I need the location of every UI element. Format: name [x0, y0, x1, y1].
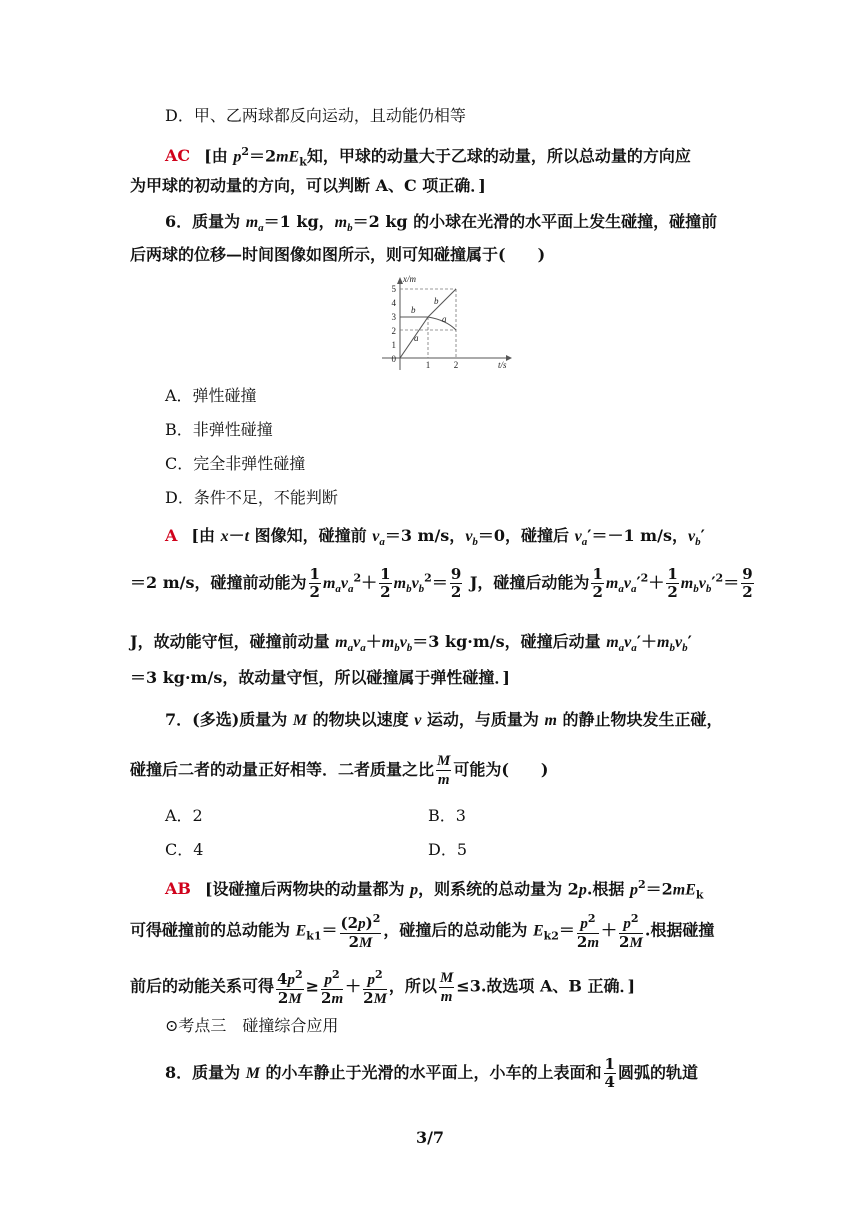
q7-answer-key: AB — [165, 879, 191, 899]
q7-stem-line2: 碰撞后二者的动量正好相等．二者质量之比 $\frac{M}{m}$ 可能为( ) — [130, 753, 549, 788]
q5-answer-key: AC — [165, 146, 191, 166]
q7-explanation-line1: AB [设碰撞后两物块的动量都为 p，则系统的总动量为 2p.根据 $p^2=2mE_k$ — [165, 878, 704, 902]
q7-explanation-line3: 前后的动能关系可得 $\frac{4p^2}{2M}$ ≥ $\frac{p^2}{2m}$ ＋ $\frac{p^2}{2M}$ ，所以 $\frac{M}{m}$ ≤3.故选项 A、B 正确．] — [130, 968, 636, 1007]
y-tick-2: 2 — [391, 326, 396, 336]
q7-option-a: A．2 — [165, 806, 203, 825]
q8-stem-line1: 8．质量为 M 的小车静止于光滑的水平面上，小车的上表面和 $\frac{1}{4}$ 圆弧的轨道 — [165, 1055, 698, 1091]
y-tick-4: 4 — [391, 298, 396, 308]
q6-option-c: C．完全非弹性碰撞 — [165, 454, 306, 473]
q6-explanation-line3: J，故动能守恒，碰撞前动量 $m_av_a+m_bv_b=3$ kg·m/s，碰撞后动量 $m_av_a'+m_bv_b'$ — [130, 632, 692, 655]
label-b-before: b — [411, 305, 416, 315]
y-tick-3: 3 — [391, 312, 396, 322]
q6-option-a: A．弹性碰撞 — [165, 386, 257, 405]
y-axis-label: x/m — [403, 274, 416, 284]
section-heading: ⊙考点三 碰撞综合应用 — [165, 1016, 339, 1035]
q6-option-d: D．条件不足，不能判断 — [165, 488, 338, 507]
x-tick-2: 2 — [453, 360, 459, 370]
q7-explanation-line2: 可得碰撞前的总动能为 $E_{k1}=$ $\frac{(2p)^2}{2M}$ ，碰撞后的总动能为 $E_{k2}=$ $\frac{p^2}{2m}$ ＋ $\frac{p^2}{2M}$ .根据碰撞 — [130, 912, 715, 951]
q6-explanation-line1: A [由 x－t 图像知，碰撞前 $v_a=3$ m/s，$v_b=0$，碰撞后 $v_a'=-1$ m/s，$v_b'$ — [165, 526, 705, 549]
label-b-after: b — [434, 296, 439, 306]
q6-answer-key: A — [165, 526, 178, 545]
page-number: 3/7 — [415, 1128, 445, 1147]
line-b-after — [428, 289, 456, 317]
y-tick-5: 5 — [391, 284, 396, 294]
q5-explanation-line2: 为甲球的初动量的方向，可以判断 A、C 项正确．] — [130, 176, 486, 195]
x-axis-label: t/s — [498, 360, 507, 370]
q6-stem-line1: 6．质量为 $m_a=1$ kg，$m_b=2$ kg 的小球在光滑的水平面上发生碰撞，碰撞前 — [165, 212, 718, 235]
q6-option-b: B．非弹性碰撞 — [165, 420, 273, 439]
q6-explanation-line4: ＝3 kg·m/s，故动量守恒，所以碰撞属于弹性碰撞．] — [130, 668, 510, 687]
q6-explanation-line2: ＝2 m/s，碰撞前动能为 $\frac{1}{2}$ $m_av_a^2+$ $\frac{1}{2}$ $m_bv_b^2=$ $\frac{9}{2}$ J，碰撞后动能为 $\frac{1}{2}$ $m_av_a'^2+$ $\frac{1}{2}$ $m_bv_b'^2=$ $\frac{9}{2}$ — [130, 565, 753, 601]
q7-option-c: C．4 — [165, 840, 204, 859]
x-tick-1: 1 — [425, 360, 431, 370]
y-tick-1: 1 — [391, 340, 396, 350]
q7-option-d: D．5 — [428, 840, 468, 859]
q5-explanation-line1: AC [由 $p^2=2mE_k$知，甲球的动量大于乙球的动量，所以总动量的方向应 — [165, 145, 691, 169]
q7-option-b: B．3 — [428, 806, 466, 825]
q5-option-d: D．甲、乙两球都反向运动，且动能仍相等 — [165, 106, 466, 125]
origin-label: 0 — [391, 354, 396, 364]
q7-stem-line1: 7．(多选)质量为 M 的物块以速度 v 运动，与质量为 m 的静止物块发生正碰， — [165, 710, 723, 729]
xt-graph — [376, 274, 516, 374]
q6-stem-line2: 后两球的位移—时间图像如图所示，则可知碰撞属于( ) — [130, 245, 546, 264]
label-a-before: a — [414, 333, 419, 343]
label-a-after: a — [442, 314, 447, 324]
